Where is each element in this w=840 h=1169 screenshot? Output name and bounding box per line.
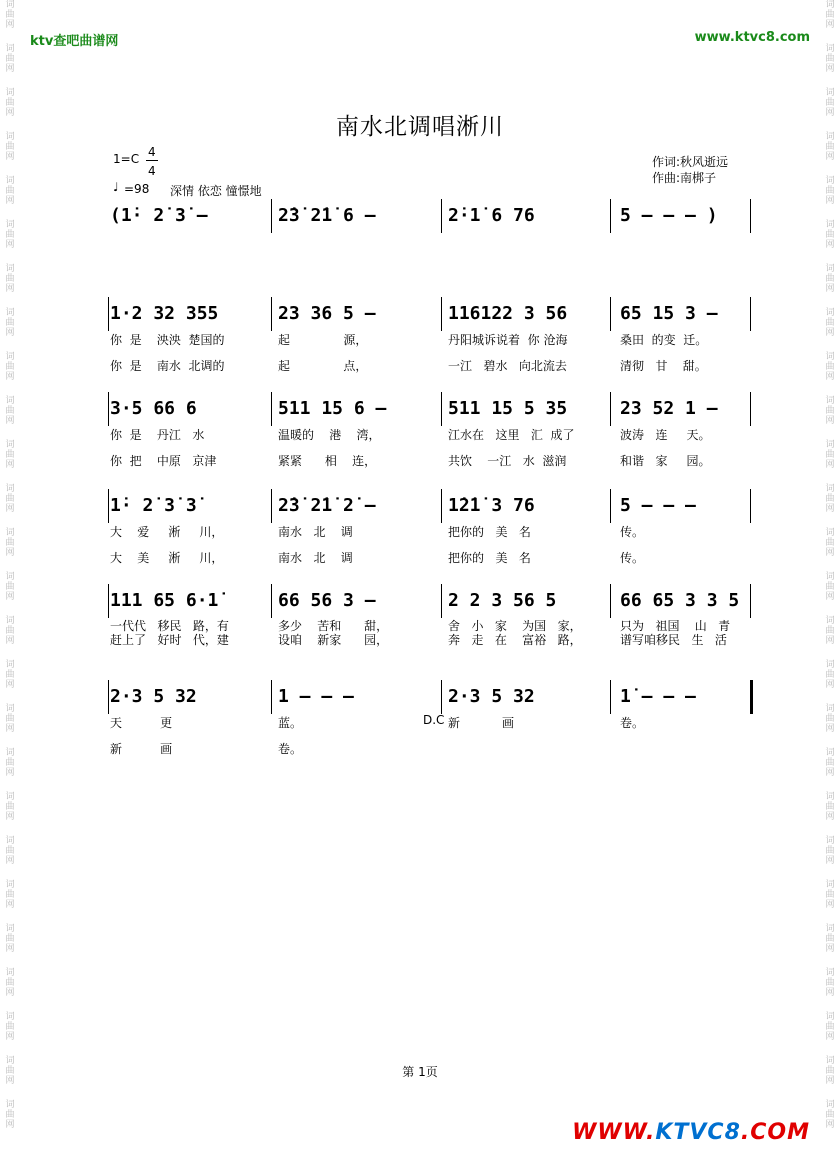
measure-notes: 65 15 3 –	[620, 303, 718, 324]
bar-line	[271, 297, 272, 331]
site-name-left: ktv查吧曲谱网	[30, 34, 119, 49]
watermark-text: 词曲网	[5, 616, 15, 646]
measure-notes: 511 15 5 35	[448, 398, 568, 419]
watermark-text: 词曲网	[825, 264, 835, 294]
watermark-text: 词曲网	[5, 968, 15, 998]
watermark-text: 词曲网	[825, 528, 835, 558]
watermark-left	[2, 0, 18, 1169]
mood: 深情 依恋 憧憬地	[170, 184, 262, 198]
watermark-text: 词曲网	[5, 352, 15, 382]
page-number: 第 1页	[402, 1065, 438, 1079]
lyric-segment: 赶上了 好时 代，建	[110, 633, 229, 647]
bar-line	[750, 489, 751, 523]
measure-notes: 1̇ – – –	[620, 686, 696, 707]
watermark-text: 词曲网	[825, 132, 835, 162]
bar-line	[610, 584, 611, 618]
bar-line	[108, 297, 109, 331]
bar-line	[610, 199, 611, 233]
measure-notes: 66 65 3 3 5	[620, 590, 740, 611]
lyric-segment: 南水 北 调	[278, 525, 353, 539]
lyric-segment: 起 源，	[278, 333, 368, 347]
lyric-segment: 紧紧 相 连，	[278, 454, 377, 468]
lyric-segment: 谱写咱移民 生 活	[620, 633, 727, 647]
bar-line	[750, 680, 753, 714]
measure-notes: 3·5 66 6	[110, 398, 197, 419]
bar-line	[610, 297, 611, 331]
measure-notes: 23 36 5 –	[278, 303, 376, 324]
bar-line	[441, 584, 442, 618]
measure-notes: 1·2 32 355	[110, 303, 219, 324]
watermark-text: 词曲网	[825, 308, 835, 338]
lyric-segment: 温暖的 港 湾，	[278, 428, 381, 442]
watermark-text: 词曲网	[825, 88, 835, 118]
dc-mark: D.C	[423, 713, 445, 727]
lyric-segment: 设咱 新家 园，	[278, 633, 389, 647]
lyric-segment: 多少 苦和 甜，	[278, 619, 389, 633]
measure-notes: 2̇3̇ 2̇1̇ 2̇ –	[278, 495, 376, 516]
measure-notes: 1 – – –	[278, 686, 354, 707]
bar-line	[750, 199, 751, 233]
bar-line	[108, 489, 109, 523]
note-icon: ♩	[113, 180, 119, 194]
watermark-text: 词曲网	[825, 880, 835, 910]
watermark-text: 词曲网	[5, 528, 15, 558]
time-top: 4	[148, 145, 156, 159]
watermark-text: 词曲网	[5, 1056, 15, 1086]
watermark-text: 词曲网	[825, 352, 835, 382]
bar-line	[441, 680, 442, 714]
lyric-segment: 江水在 这里 汇 成了	[448, 428, 575, 442]
bar-line	[610, 680, 611, 714]
tempo: =98	[124, 182, 150, 196]
measure-notes: 66 56 3 –	[278, 590, 376, 611]
logo-part-www: WWW.	[572, 1120, 656, 1145]
measure-notes: 116122 3 56	[448, 303, 568, 324]
watermark-text: 词曲网	[5, 1012, 15, 1042]
lyricist: 作词:秋风逝远	[652, 155, 729, 169]
lyric-segment: 波涛 连 天。	[620, 428, 711, 442]
watermark-text: 词曲网	[5, 0, 15, 30]
lyric-segment: 把你的 美 名	[448, 551, 531, 565]
measure-notes: 2 2 3 56 5	[448, 590, 557, 611]
bar-line	[271, 392, 272, 426]
watermark-text: 词曲网	[5, 264, 15, 294]
watermark-text: 词曲网	[825, 1056, 835, 1086]
bar-line	[441, 297, 442, 331]
watermark-text: 词曲网	[5, 572, 15, 602]
watermark-text: 词曲网	[5, 836, 15, 866]
lyric-segment: 大 爱 淅 川，	[110, 525, 224, 539]
measure-notes: 1̇2̇1̇ 3 76	[448, 495, 535, 516]
lyric-segment: 你 是 泱泱 楚国的	[110, 333, 225, 347]
watermark-text: 词曲网	[825, 616, 835, 646]
lyric-segment: 卷。	[278, 742, 303, 756]
bar-line	[750, 297, 751, 331]
lyric-segment: 共饮 一江 水 滋润	[448, 454, 567, 468]
lyric-segment: 传。	[620, 551, 645, 565]
measure-notes: 111 65 6·1̇	[110, 590, 219, 611]
lyric-segment: 南水 北 调	[278, 551, 353, 565]
lyric-segment: 舍 小 家 为国 家，	[448, 619, 582, 633]
watermark-text: 词曲网	[825, 836, 835, 866]
watermark-text: 词曲网	[5, 924, 15, 954]
lyric-segment: 传。	[620, 525, 645, 539]
watermark-text: 词曲网	[825, 0, 835, 30]
lyric-segment: 大 美 淅 川，	[110, 551, 224, 565]
time-divider	[146, 160, 158, 161]
watermark-text: 词曲网	[825, 748, 835, 778]
bar-line	[750, 392, 751, 426]
bar-line	[108, 584, 109, 618]
lyric-segment: 你 是 南水 北调的	[110, 359, 225, 373]
lyric-segment: 起 点，	[278, 359, 368, 373]
lyric-segment: 只为 祖国 山 青	[620, 619, 731, 633]
site-url-right: www.ktvc8.com	[694, 30, 810, 45]
measure-notes: 23 52 1 –	[620, 398, 718, 419]
watermark-text: 词曲网	[825, 440, 835, 470]
watermark-text: 词曲网	[825, 572, 835, 602]
bar-line	[610, 489, 611, 523]
lyric-segment: 新 画	[448, 716, 514, 730]
bar-line	[441, 489, 442, 523]
composer: 作曲:南梆子	[652, 171, 717, 185]
logo-part-ktvc8: KTVC8	[655, 1120, 741, 1145]
watermark-text: 词曲网	[5, 308, 15, 338]
watermark-text: 词曲网	[5, 660, 15, 690]
watermark-text: 词曲网	[5, 484, 15, 514]
lyric-segment: 一代代 移民 路，有	[110, 619, 229, 633]
measure-notes: 2̇·1̇ 6 76	[448, 205, 535, 226]
watermark-text: 词曲网	[5, 88, 15, 118]
lyric-segment: 蓝。	[278, 716, 303, 730]
watermark-text: 词曲网	[825, 1100, 835, 1130]
lyric-segment: 一江 碧水 向北流去	[448, 359, 567, 373]
bar-line	[271, 584, 272, 618]
lyric-segment: 清彻 甘 甜。	[620, 359, 707, 373]
measure-notes: 2·3 5 32	[448, 686, 535, 707]
watermark-text: 词曲网	[825, 1012, 835, 1042]
watermark-text: 词曲网	[5, 44, 15, 74]
measure-notes: 2·3 5 32	[110, 686, 197, 707]
time-bottom: 4	[148, 164, 156, 178]
watermark-text: 词曲网	[5, 704, 15, 734]
song-title: 南水北调唱淅川	[336, 114, 504, 140]
lyric-segment: 把你的 美 名	[448, 525, 531, 539]
watermark-text: 词曲网	[825, 968, 835, 998]
watermark-right	[822, 0, 838, 1169]
lyric-segment: 桑田 的变 迁。	[620, 333, 708, 347]
lyric-segment: 你 把 中原 京津	[110, 454, 217, 468]
lyric-segment: 奔 走 在 富裕 路，	[448, 633, 582, 647]
watermark-text: 词曲网	[5, 440, 15, 470]
bar-line	[271, 680, 272, 714]
measure-notes: 2̇3̇ 2̇1̇ 6 –	[278, 205, 376, 226]
bar-line	[108, 392, 109, 426]
watermark-text: 词曲网	[5, 748, 15, 778]
lyric-segment: 你 是 丹江 水	[110, 428, 205, 442]
measure-notes: 1̇· 2̇ 3̇ 3̇	[110, 495, 197, 516]
watermark-text: 词曲网	[825, 396, 835, 426]
watermark-text: 词曲网	[825, 44, 835, 74]
site-logo	[572, 1120, 810, 1145]
watermark-text: 词曲网	[825, 220, 835, 250]
bar-line	[441, 392, 442, 426]
watermark-text: 词曲网	[825, 176, 835, 206]
watermark-text: 词曲网	[5, 176, 15, 206]
watermark-text: 词曲网	[825, 704, 835, 734]
watermark-text: 词曲网	[825, 660, 835, 690]
watermark-text: 词曲网	[5, 132, 15, 162]
lyric-segment: 丹阳城诉说着 你 沧海	[448, 333, 568, 347]
logo-part-com: .COM	[740, 1120, 810, 1145]
lyric-segment: 和谐 家 园。	[620, 454, 711, 468]
bar-line	[271, 489, 272, 523]
measure-notes: (1̇· 2̇ 3̇ –	[110, 205, 208, 226]
bar-line	[750, 584, 751, 618]
measure-notes: 511 15 6 –	[278, 398, 387, 419]
measure-notes: 5 – – – )	[620, 205, 718, 226]
watermark-text: 词曲网	[5, 396, 15, 426]
measure-notes: 5 – – –	[620, 495, 696, 516]
lyric-segment: 新 画	[110, 742, 173, 756]
watermark-text: 词曲网	[5, 880, 15, 910]
lyric-segment: 天 更	[110, 716, 173, 730]
key-signature: 1=C	[113, 152, 140, 166]
watermark-text: 词曲网	[5, 1100, 15, 1130]
watermark-text: 词曲网	[825, 484, 835, 514]
watermark-text: 词曲网	[825, 924, 835, 954]
lyric-segment: 卷。	[620, 716, 645, 730]
watermark-text: 词曲网	[5, 220, 15, 250]
bar-line	[271, 199, 272, 233]
watermark-text: 词曲网	[5, 792, 15, 822]
bar-line	[441, 199, 442, 233]
bar-line	[108, 680, 109, 714]
watermark-text: 词曲网	[825, 792, 835, 822]
bar-line	[610, 392, 611, 426]
